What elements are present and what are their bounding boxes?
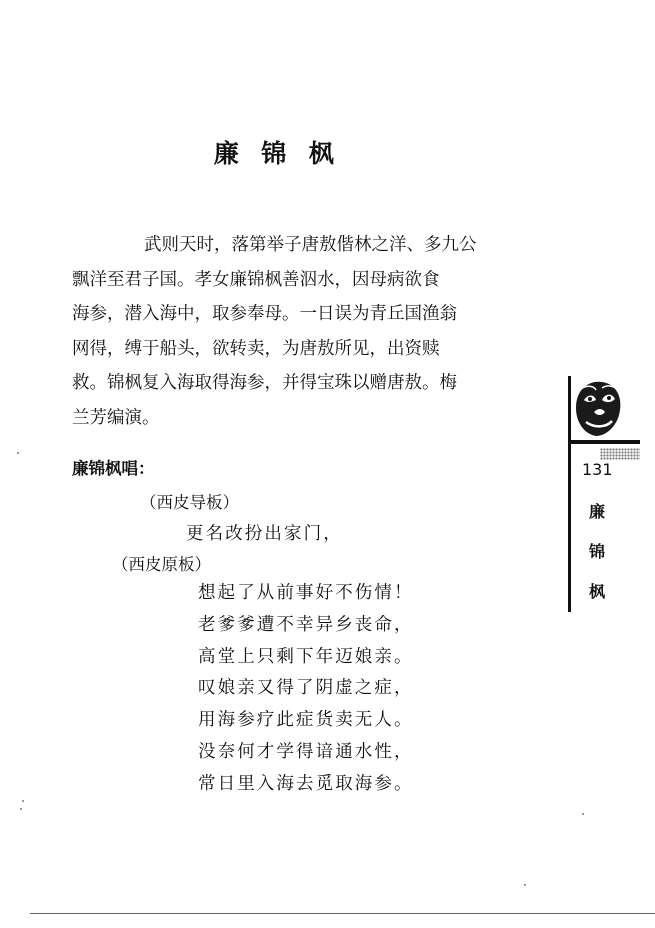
section-heading: 廉锦枫唱： [72,459,155,478]
page-title: 廉锦枫 [213,139,357,168]
scan-speck [17,452,19,454]
tempo-marking: （西皮导板） [140,493,239,512]
lyric-line: 更名改扮出家门， [186,524,343,544]
intro-line: 救。锦枫复入海取得海参，并得宝珠以赠唐敖。梅 [72,373,457,393]
lyric-line: 没奈何才学得谙通水性， [198,741,414,762]
page-number: 131 [582,460,613,479]
intro-line: 海参，潜入海中，取参奉母。一日误为青丘国渔翁 [72,304,457,324]
scan-speck [20,808,22,810]
lyric-line: 想起了从前事好不伤情！ [198,583,414,603]
intro-line: 飘洋至君子国。孝女廉锦枫善泅水，因母病欲食 [72,269,440,290]
lyrics-block [198,578,414,801]
margin-title-char: 锦 [588,542,605,561]
margin-title-char: 廉 [588,502,605,521]
margin-rule [568,376,571,612]
bottom-rule [30,913,655,914]
scan-speck [22,800,24,802]
margin-screentone [600,448,640,460]
intro-line: 兰芳编演。 [72,407,160,428]
intro-line: 武则天时，落第举子唐敖偕林之洋、多九公 [144,235,477,255]
scan-speck [582,813,584,815]
margin-bar [568,440,640,444]
intro-line: 网得，缚于船头，欲转卖，为唐敖所见，出资赎 [72,338,440,359]
margin-title [586,492,608,612]
margin-title-char: 枫 [588,582,605,601]
lyric-line: 高堂上只剩下年迈娘亲。 [198,646,414,667]
opera-mask-icon [572,378,624,438]
lyric-line: 用海参疗此症货卖无人。 [198,710,414,731]
intro-paragraph [72,228,562,435]
scan-speck [524,884,526,886]
lyric-line: 叹娘亲又得了阴虚之症， [198,678,414,699]
lyric-line: 老爹爹遭不幸异乡丧命， [198,614,414,635]
lyric-line: 常日里入海去觅取海参。 [198,773,414,794]
tempo-marking: （西皮原板） [112,555,211,574]
